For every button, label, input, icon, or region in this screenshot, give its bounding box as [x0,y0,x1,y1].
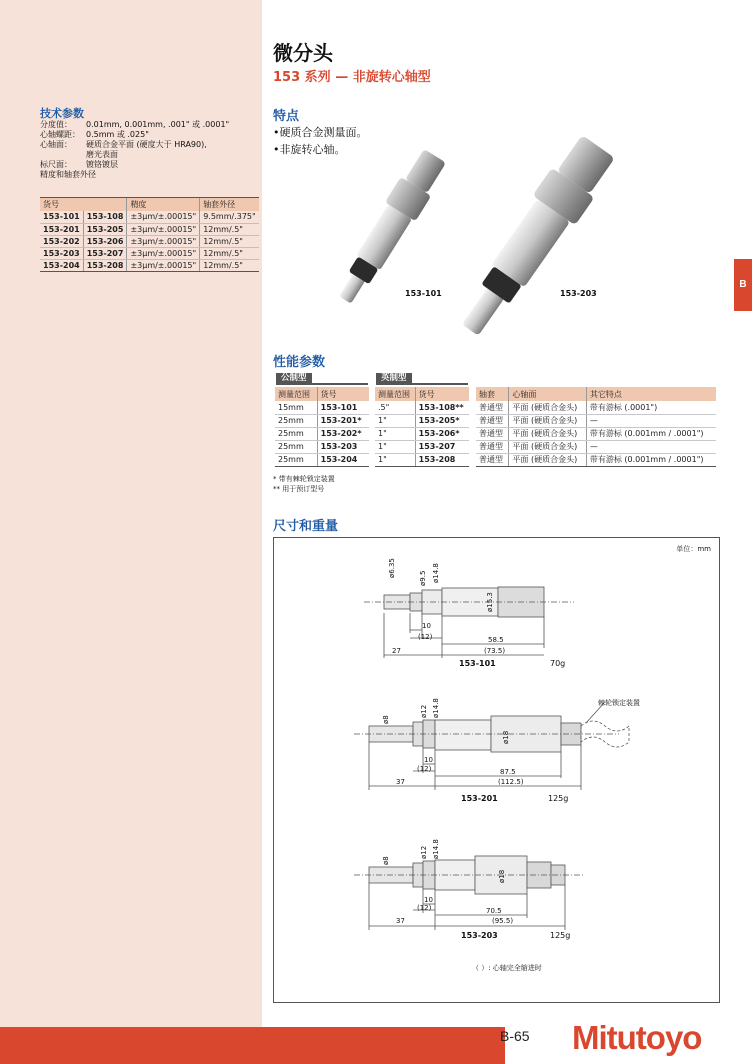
table-row: 1" 153-205* [375,414,469,427]
metric-tag: 公制型 [276,373,312,384]
dim-d1: (12) [418,633,433,641]
drawing-153-203 [354,856,584,930]
dim-d3: ø12 [420,845,428,859]
spec-row: 精度和轴套外径 [40,170,96,179]
weight-153-203: 125g [550,931,571,940]
dim-d1: 27 [392,647,401,655]
table-row: 153-202 153-206 ±3μm/±.00015" 12mm/.5" [40,235,259,247]
col-header-accuracy: 精度 [127,198,200,212]
model-153-203: 153-203 [461,931,498,940]
spec-row: 标尺面： 镀铬镀层 [40,160,118,169]
dim-d1: 10 [422,622,431,630]
dim-d1: ø6.35 [388,558,396,578]
performance-heading: 性能参数 [273,355,326,370]
feature-item: •硬质合金测量面。 [273,126,368,139]
dimensions-heading: 尺寸和重量 [273,519,339,534]
dim-d2: ø14.8 [432,698,440,718]
dim-d2: ø18 [502,730,510,744]
section-tab-b[interactable]: B [734,259,752,311]
dim-d3: ø8 [382,856,390,865]
features-heading: 特点 [273,109,300,124]
table-row: 153-101 153-108 ±3μm/±.00015" 9.5mm/.375" [40,211,259,223]
inch-table: 测量范围 货号 .5" 153-108** 1" 153-205* 1" 153-206* 1" 153-207 1" 153-208 [375,387,469,467]
product-photo [0,0,752,360]
weight-153-201: 125g [548,794,569,803]
col-header-code: 货号 [40,198,127,212]
table-row: 1" 153-206* [375,427,469,440]
metric-tag-line [276,383,368,385]
spec-row: 心轴螺距： 0.5mm 或 .025" [40,130,149,139]
footer-bar [0,1027,505,1064]
dim-d2: 37 [396,778,405,786]
dim-d1: ø15.3 [486,592,494,612]
dim-d1: ø9.5 [419,570,427,586]
dim-d1: (73.5) [484,647,506,655]
spec-row: 心轴面： 硬质合金平面 (硬度大于 HRA90), [40,140,207,149]
table-row: 普通型 平面 (硬质合金头) — [476,440,716,453]
weight-153-101: 70g [550,659,566,668]
micrometer-153-101-image [330,146,451,309]
dim-d2: 87.5 [500,768,516,776]
photo-label-153-101: 153-101 [405,289,442,298]
ratchet-label: 棘轮锁定装置 [598,699,640,707]
dim-d3: (95.5) [492,917,514,925]
micrometer-153-203-image [449,132,620,345]
dim-d2: (12) [417,765,432,773]
table-row: 25mm 153-201* [275,414,369,427]
table-row: 普通型 平面 (硬质合金头) — [476,414,716,427]
dimension-drawing-box [273,537,720,1003]
table-row: 25mm 153-202* [275,427,369,440]
dim-d3: ø18 [498,869,506,883]
dim-d3: 37 [396,917,405,925]
dimension-footnote: （ ）: 心轴完全缩进时 [472,964,542,972]
spec-row: 分度值： 0.01mm, 0.001mm, .001" 或 .0001" [40,120,230,129]
table-row: 153-204 153-208 ±3μm/±.00015" 12mm/.5" [40,259,259,271]
drawing-153-201 [354,703,629,790]
metric-table: 测量范围 货号 15mm 153-101 25mm 153-201* 25mm 153-202* 25mm 153-203 25mm 153-204 [275,387,369,467]
page-subtitle: 153 系列 — 非旋转心轴型 [273,70,431,85]
inch-tag: 英制型 [376,373,412,384]
feature-item: •非旋转心轴。 [273,143,346,156]
model-153-101: 153-101 [459,659,496,668]
page-title: 微分头 [273,41,333,65]
specs-heading: 技术参数 [40,107,84,120]
note-order: ** 用于预订型号 [273,485,325,493]
inch-tag-line [376,383,468,385]
dim-d1: 58.5 [488,636,504,644]
spec-row: 磨光表面 [86,150,118,159]
dim-d2: (112.5) [498,778,524,786]
table-row: 15mm 153-101 [275,401,369,414]
dim-d1: ø14.8 [432,563,440,583]
table-row: 普通型 平面 (硬质合金头) 带有游标 (0.001mm / .0001") [476,427,716,440]
dim-d3: (12) [417,904,432,912]
photo-label-153-203: 153-203 [560,289,597,298]
common-table: 轴套 心轴面 其它特点 普通型 平面 (硬质合金头) 带有游标 (.0001") 普通型 平面 (硬质合金头) — 普通型 平面 (硬质合金头) 带有游标 (0.001mm / .0001") 普通型 平面 (硬质合金头) — 普通型 平面 (硬质合金头) 带有游标 (0.001mm / .0001") [476,387,716,467]
dim-d3: 70.5 [486,907,502,915]
dim-d2: ø8 [382,715,390,724]
dim-d3: ø14.8 [432,839,440,859]
table-row: 普通型 平面 (硬质合金头) 带有游标 (0.001mm / .0001") [476,453,716,466]
table-row: 25mm 153-203 [275,440,369,453]
table-row: 153-201 153-205 ±3μm/±.00015" 12mm/.5" [40,223,259,235]
dim-d2: 10 [424,756,433,764]
table-row: 普通型 平面 (硬质合金头) 带有游标 (.0001") [476,401,716,414]
note-ratchet: * 带有棘轮锁定装置 [273,475,335,483]
brand-logo: Mitutoyo [572,1019,702,1056]
page-number: B-65 [500,1028,530,1044]
model-153-201: 153-201 [461,794,498,803]
table-row: 153-203 153-207 ±3μm/±.00015" 12mm/.5" [40,247,259,259]
col-header-diameter: 轴套外径 [200,198,259,212]
table-row: 1" 153-207 [375,440,469,453]
unit-label: 单位：mm [676,545,711,553]
table-row: 1" 153-208 [375,453,469,466]
table-row: .5" 153-108** [375,401,469,414]
table-row: 25mm 153-204 [275,453,369,466]
dim-d2: ø12 [420,704,428,718]
dim-d3: 10 [424,896,433,904]
